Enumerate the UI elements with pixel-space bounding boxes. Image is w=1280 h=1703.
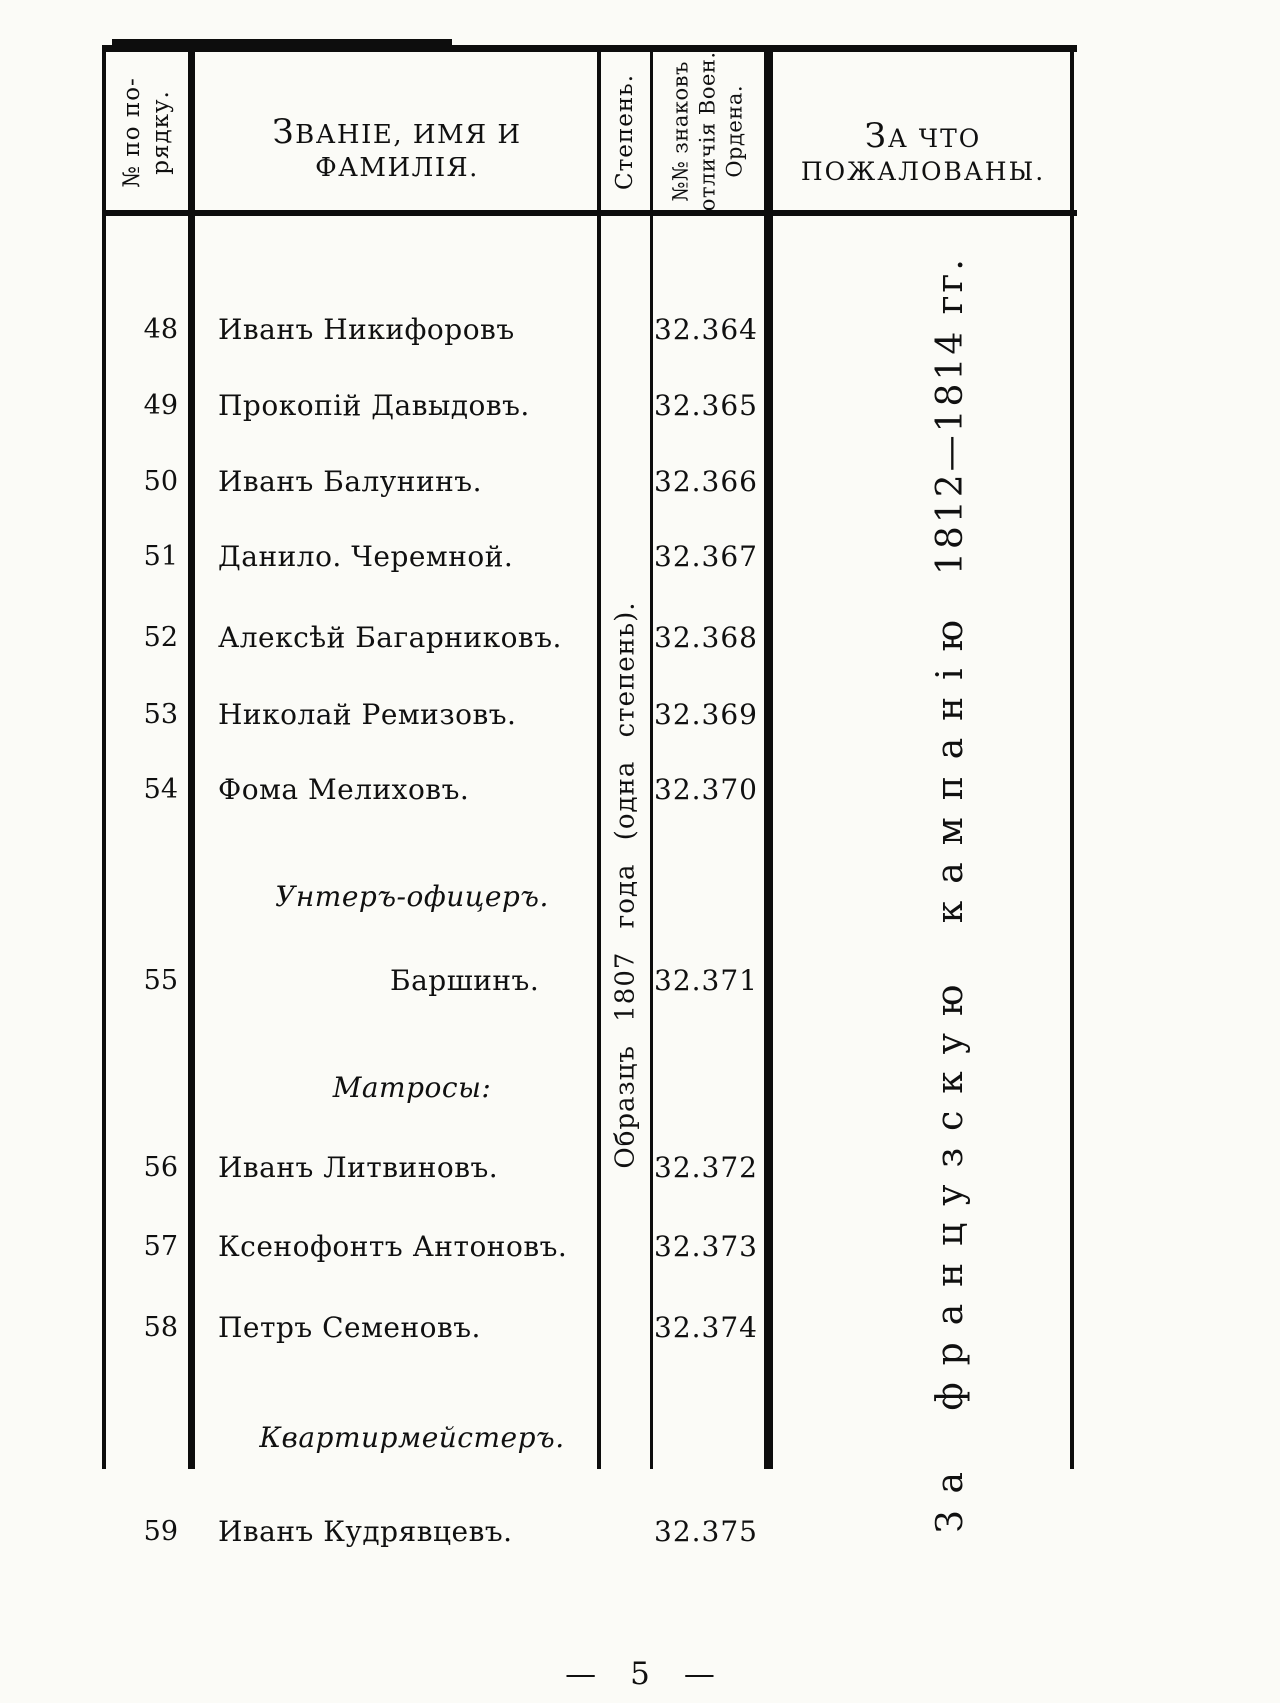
row-index-number: 56 — [143, 1152, 178, 1183]
row-badge-number: 32.369 — [654, 698, 758, 731]
table-border-top — [102, 45, 1077, 52]
row-index-number: 49 — [143, 390, 178, 421]
row-person-name: Баршинъ. — [390, 964, 540, 997]
table-border-left — [102, 45, 106, 1469]
row-index-number: 54 — [143, 774, 178, 805]
row-person-name: Прокопій Давыдовъ. — [218, 389, 530, 422]
row-person-name: Иванъ Балунинъ. — [218, 465, 482, 498]
footer-left-dash: — — [565, 1656, 597, 1692]
row-badge-number: 32.366 — [654, 465, 758, 498]
reason-note-campaign: За французскую кампанію — [930, 602, 972, 1533]
row-badge-number: 32.370 — [654, 773, 758, 806]
row-badge-number: 32.372 — [654, 1151, 758, 1184]
column-header-index-line2: рядку. — [148, 89, 175, 175]
section-heading: Квартирмейстеръ. — [259, 1421, 565, 1454]
degree-note: Образцъ 1807 года (одна степень). — [611, 601, 641, 1169]
row-person-name: Ксенофонтъ Антоновъ. — [218, 1230, 568, 1263]
column-divider-index — [188, 45, 195, 1469]
footer-page-number: 5 — [630, 1656, 650, 1692]
row-index-number: 52 — [143, 622, 178, 653]
column-header-index-line1: № по по- — [118, 76, 145, 188]
row-index-number: 59 — [143, 1516, 178, 1547]
footer-right-dash: — — [683, 1656, 715, 1692]
reason-note-years: 1812—1814 гг. — [930, 256, 972, 575]
row-index-number: 57 — [143, 1231, 178, 1262]
row-person-name: Иванъ Литвиновъ. — [218, 1151, 499, 1184]
row-index-number: 50 — [143, 466, 178, 497]
column-header-reason: ЗА ЧТО ПОЖАЛОВАНЫ. — [800, 116, 1046, 186]
row-person-name: Иванъ Кудрявцевъ. — [218, 1515, 513, 1548]
section-heading: Матросы: — [332, 1071, 492, 1104]
row-index-number: 48 — [143, 314, 178, 345]
row-person-name: Николай Ремизовъ. — [218, 698, 517, 731]
row-person-name: Иванъ Никифоровъ — [218, 313, 515, 346]
row-badge-number: 32.374 — [654, 1311, 758, 1344]
row-index-number: 58 — [143, 1312, 178, 1343]
table-border-right — [1070, 45, 1074, 1469]
column-header-index — [106, 58, 188, 206]
row-badge-number: 32.373 — [654, 1230, 758, 1263]
reason-note — [893, 256, 1008, 1533]
row-badge-number: 32.365 — [654, 389, 758, 422]
column-header-badge-line1: №№ знаковъ — [668, 60, 693, 202]
column-divider-badge — [764, 45, 773, 1469]
row-index-number: 53 — [143, 699, 178, 730]
row-badge-number: 32.364 — [654, 313, 758, 346]
column-header-badge-line2: отличія Воен. — [695, 51, 720, 211]
table-border-top-thick — [112, 39, 452, 46]
row-badge-number: 32.371 — [654, 964, 758, 997]
row-badge-number: 32.375 — [654, 1515, 758, 1548]
row-person-name: Фома Мелиховъ. — [218, 773, 470, 806]
row-index-number: 55 — [143, 965, 178, 996]
row-badge-number: 32.367 — [654, 540, 758, 573]
column-header-badge-line3: Ордена. — [722, 84, 747, 178]
row-person-name: Петръ Семеновъ. — [218, 1311, 481, 1344]
row-badge-number: 32.368 — [654, 621, 758, 654]
column-header-name: ЗВАНІЕ, ИМЯ И ФАМИЛІЯ. — [272, 112, 522, 183]
header-separator-line — [102, 210, 1077, 216]
row-person-name: Данило. Черемной. — [218, 540, 514, 573]
row-person-name: Алексѣй Багарниковъ. — [218, 621, 562, 654]
column-header-degree: Степень. — [612, 73, 639, 191]
row-index-number: 51 — [143, 541, 178, 572]
page-footer — [0, 1656, 1280, 1692]
column-header-badge — [653, 52, 763, 210]
section-heading: Унтеръ-офицеръ. — [275, 880, 549, 913]
